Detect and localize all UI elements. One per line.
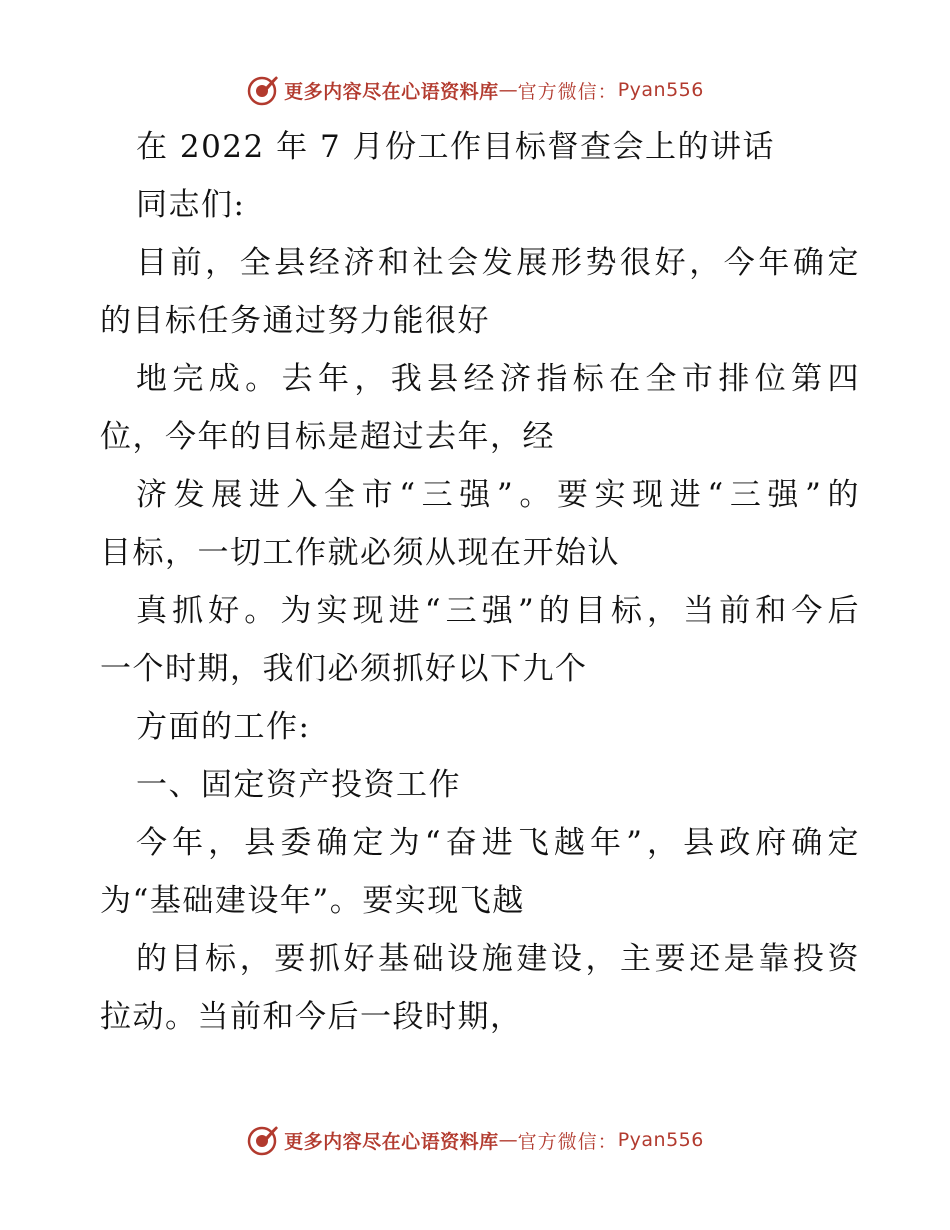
paragraph-line: 济发展进入全市“三强”。要实现进“三强”的 [136,477,860,513]
watermark-id: Pyan556 [617,1129,704,1151]
quill-logo-icon [246,1123,280,1157]
watermark-id: Pyan556 [617,79,704,101]
paragraph-line: 的目标，要抓好基础设施建设，主要还是靠投资 [136,941,860,977]
watermark-suffix: 官方微信： [517,1130,618,1153]
paragraph-line: 为“基础建设年”。要实现飞越 [100,883,525,919]
paragraph-line: 目标，一切工作就必须从现在开始认 [100,535,620,571]
footer-watermark [0,1120,950,1160]
paragraph-line: 方面的工作: [136,709,311,745]
watermark-dash: — [498,1129,518,1151]
watermark-text: 更多内容尽在心语资料库 [284,80,499,103]
paragraph-line: 地完成。去年，我县经济指标在全市排位第四 [136,361,860,397]
paragraph-line: 的目标任务通过努力能很好 [100,303,490,339]
paragraph-line: 一、固定资产投资工作 [136,767,461,803]
header-watermark [0,70,950,110]
watermark-text: 更多内容尽在心语资料库 [284,1130,499,1153]
paragraph-line: 目前，全县经济和社会发展形势很好，今年确定 [136,245,860,281]
paragraph-line: 今年，县委确定为“奋进飞越年”，县政府确定 [136,825,860,861]
paragraph-line: 同志们: [136,187,246,223]
watermark-suffix: 官方微信： [517,80,618,103]
quill-logo-icon [246,73,280,107]
paragraph-line: 拉动。当前和今后一段时期， [100,999,523,1035]
paragraph-line: 位，今年的目标是超过去年，经 [100,419,555,455]
watermark-dash: — [498,79,518,101]
document-body [100,118,860,1046]
document-title: 在 2022 年 7 月份工作目标督查会上的讲话 [136,129,776,165]
paragraph-line: 一个时期，我们必须抓好以下九个 [100,651,588,687]
paragraph-line: 真抓好。为实现进“三强”的目标，当前和今后 [136,593,860,629]
